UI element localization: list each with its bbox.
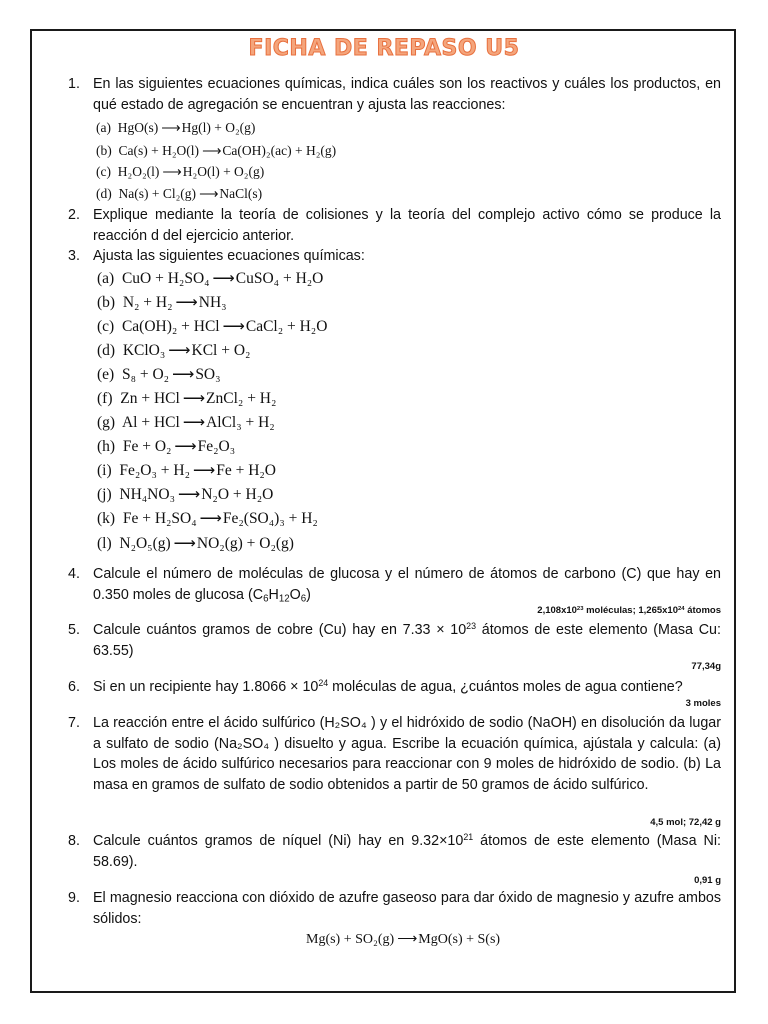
arrow-icon: ⟶ (182, 390, 204, 407)
question-text: Calcule cuántos gramos de cobre (Cu) hay en $7.33 \times 10^{23}$ átomos de este elemento (Masa Cu: 63.55) (93, 621, 721, 659)
question-text: La reacción entre el ácido sulfúrico (H₂SO₄ ) y el hidróxido de sodio (NaOH) en disolución da lugar a sulfato de sodio (Na₂SO₄ ) disuelto y agua. Escribe la ecuación química, ajústala y calcula: (a) Los moles de ácido sulfúrico necesarios para reaccionar con 9 moles de hidróxido de sodio. (b) La masa en gramos de sulfato de sodio obtenidos a partir de 50 gramos de ácido sulfúrico. (93, 715, 721, 793)
arrow-icon: ⟶ (212, 270, 233, 287)
equation-3k: (k) Fe + H₂SO₄ ⟶ Fe₂(SO₄)₃ + H₂ (97, 510, 318, 527)
question-1 (68, 74, 721, 115)
question-text: Si en un recipiente hay $1.8066 \times 10^{24}$ moléculas de agua, ¿cuántos moles de agua contiene? (93, 678, 683, 695)
arrow-icon: ⟶ (174, 438, 195, 455)
question-2 (68, 205, 721, 246)
question-text: Explique mediante la teoría de colisiones y la teoría del complejo activo cómo se produce la reacción d del ejercicio anterior. (93, 207, 721, 244)
equation-9: Mg(s) + SO₂(g) ⟶ MgO(s) + S(s) (306, 932, 501, 947)
question-7 (68, 713, 721, 795)
question-number: 4. (68, 566, 80, 582)
arrow-icon: ⟶ (199, 510, 220, 527)
arrow-icon: ⟶ (172, 366, 193, 383)
question-3 (68, 246, 721, 267)
arrow-icon: ⟶ (199, 186, 217, 201)
equation-3j: (j) NH₄NO₃ ⟶ N₂O + H₂O (97, 486, 274, 503)
question-number: 8. (68, 833, 80, 849)
equation-1c: (c) H₂O₂(l) ⟶ H₂O(l) + O₂(g) (96, 164, 265, 179)
arrow-icon: ⟶ (182, 414, 204, 431)
equation-3f: (f) Zn + HCl ⟶ ZnCl₂ + H₂ (97, 390, 277, 407)
question-text: En las siguientes ecuaciones químicas, indica cuáles son los reactivos y cuáles los productos, en qué estado de agregación se encuentran y ajusta las reacciones: (93, 76, 721, 113)
arrow-icon: ⟶ (202, 143, 220, 158)
equation-3b: (b) N₂ + H₂ ⟶ NH₃ (97, 294, 227, 311)
arrow-icon: ⟶ (222, 318, 243, 335)
question-8 (68, 831, 721, 872)
arrow-icon: ⟶ (177, 486, 199, 503)
question-number: 3. (68, 248, 80, 264)
question-9 (68, 888, 721, 929)
equation-3e: (e) S₈ + O₂ ⟶ SO₃ (97, 366, 221, 383)
equation-3h: (h) Fe + O₂ ⟶ Fe₂O₃ (97, 438, 236, 455)
question-number: 5. (68, 622, 80, 638)
equation-3a: (a) CuO + H₂SO₄ ⟶ CuSO₄ + H₂O (97, 270, 324, 287)
question-text: Calcule cuántos gramos de níquel (Ni) hay en $9.32\times 10^{21}$ átomos de este elemento (Masa Ni: 58.69). (93, 832, 721, 870)
question-number: 7. (68, 715, 80, 731)
arrow-icon: ⟶ (161, 120, 179, 135)
arrow-icon: ⟶ (168, 342, 189, 359)
equation-1b: (b) Ca(s) + H₂O(l) ⟶ Ca(OH)₂(ac) + H₂(g) (96, 143, 337, 158)
arrow-icon: ⟶ (162, 164, 180, 179)
equation-3d: (d) KClO₃ ⟶ KCl + O₂ (97, 342, 251, 359)
arrow-icon: ⟶ (192, 462, 214, 479)
answer-4: $2,108x10^{23}$ moléculas; $1,265x10^{24}$ átomos (537, 605, 721, 616)
question-number: 2. (68, 207, 80, 223)
equation-3c: (c) Ca(OH)₂ + HCl ⟶ CaCl₂ + H₂O (97, 318, 328, 335)
arrow-icon: ⟶ (173, 535, 194, 552)
question-4 (68, 564, 721, 605)
question-text: Ajusta las siguientes ecuaciones químicas: (93, 248, 365, 264)
question-text: El magnesio reacciona con dióxido de azufre gaseoso para dar óxido de magnesio y azufre ambos sólidos: (93, 890, 721, 927)
equation-3l: (l) N₂O₅(g) ⟶ NO₂(g) + O₂(g) (97, 535, 294, 552)
equation-1d: (d) Na(s) + Cl₂(g) ⟶ NaCl(s) (96, 186, 263, 201)
question-5 (68, 620, 721, 661)
equation-3i: (i) Fe₂O₃ + H₂ ⟶ Fe + H₂O (97, 462, 277, 479)
page-title: FICHA DE REPASO U5 (248, 36, 520, 61)
question-number: 1. (68, 76, 80, 92)
equation-3g: (g) Al + HCl ⟶ AlCl₃ + H₂ (97, 414, 275, 431)
answer-5: 77,34g (691, 661, 721, 672)
equation-1a: (a) HgO(s) ⟶ Hg(l) + O₂(g) (96, 120, 256, 135)
answer-6: 3 moles (685, 698, 721, 709)
arrow-icon: ⟶ (175, 294, 196, 311)
question-number: 9. (68, 890, 80, 906)
answer-8: 0,91 g (694, 875, 721, 886)
question-6 (68, 677, 721, 698)
answer-7: 4,5 mol; 72,42 g (650, 817, 721, 828)
arrow-icon: ⟶ (397, 932, 416, 947)
question-number: 6. (68, 679, 80, 695)
question-text: Calcule el número de moléculas de glucosa y el número de átomos de carbono (C) que hay en 0.350 moles de glucosa $(C_6H_{12}O_6)$ (93, 566, 721, 604)
